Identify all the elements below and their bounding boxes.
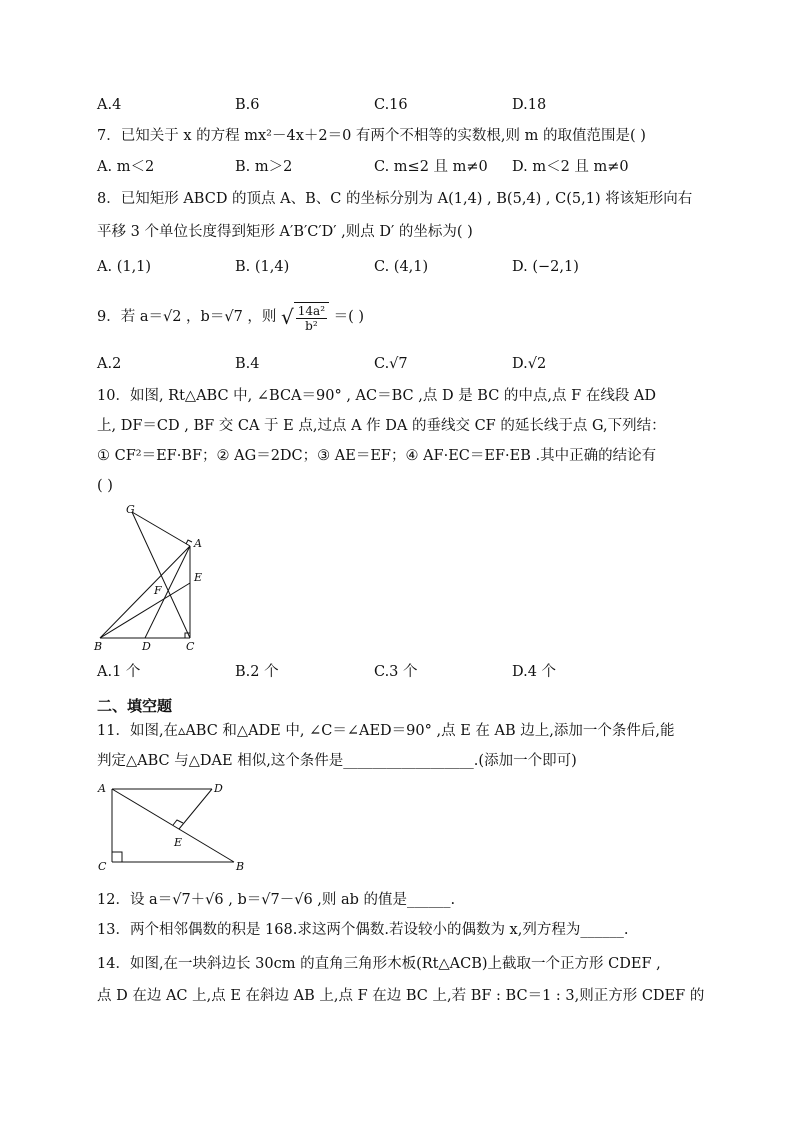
q9-radicand	[294, 302, 329, 333]
q9-fraction-denominator: b²	[305, 318, 318, 333]
q8-option-a: A. (1,1)	[97, 259, 152, 275]
q9-text	[97, 300, 364, 336]
q14-line-2: 点 D 在边 AC 上,点 E 在斜边 AB 上,点 F 在边 BC 上,若 BF : BC＝1 : 3,则正方形 CDEF 的	[97, 988, 705, 1004]
q10-options	[97, 662, 717, 684]
segment-de	[179, 789, 212, 829]
q6-option-d: D.18	[512, 97, 547, 113]
label-f: F	[154, 584, 162, 597]
q7-options	[97, 157, 717, 179]
q9-option-c: C.√7	[374, 356, 408, 372]
label-e: E	[174, 836, 183, 849]
q6-option-b: B.6	[235, 97, 260, 113]
label-b: B	[94, 640, 103, 652]
q8-option-b: B. (1,4)	[235, 259, 290, 275]
label-a: A	[194, 537, 202, 550]
q10-line-2: 上, DF＝CD , BF 交 CA 于 E 点,过点 A 作 DA 的垂线交 CF 的延长线于点 G,下列结：	[97, 418, 666, 434]
sqrt-symbol-icon: √	[281, 305, 294, 329]
q10-option-d: D.4 个	[512, 664, 557, 680]
label-a: A	[98, 782, 106, 795]
segment-ab	[112, 789, 234, 862]
q11-line-2: 判定△ABC 与△DAE 相似,这个条件是__________________.(添加一个即可)	[97, 753, 577, 769]
q6-options	[97, 95, 717, 117]
label-d: D	[142, 640, 151, 652]
right-angle-a	[186, 540, 192, 544]
q8-options	[97, 257, 717, 279]
q10-line-3: ① CF²＝EF·BF；② AG＝2DC；③ AE＝EF；④ AF·EC＝EF·EB .其中正确的结论有	[97, 448, 657, 464]
segment-be	[100, 583, 190, 638]
label-c: C	[98, 860, 107, 873]
q10-option-b: B.2 个	[235, 664, 279, 680]
q9-option-b: B.4	[235, 356, 260, 372]
q8-option-c: C. (4,1)	[374, 259, 429, 275]
q9-prefix: 9．若 a＝√2 ，b＝√7 ，则	[97, 309, 277, 325]
q9-options	[97, 354, 717, 376]
q9-option-d: D.√2	[512, 356, 547, 372]
q8-option-d: D. (−2,1)	[512, 259, 579, 275]
q9-fraction-numerator: 14a²	[297, 303, 326, 318]
q13-text: 13．两个相邻偶数的积是 168.求这两个偶数.若设较小的偶数为 x,列方程为______.	[97, 922, 629, 938]
label-c: C	[186, 640, 195, 652]
q7-option-d: D. m＜2 且 m≠0	[512, 159, 629, 175]
q7-option-c: C. m≤2 且 m≠0	[374, 159, 488, 175]
q6-option-a: A.4	[97, 97, 122, 113]
q10-option-a: A.1 个	[97, 664, 141, 680]
q8-line-2: 平移 3 个单位长度得到矩形 A′B′C′D′ ,则点 D′ 的坐标为( )	[97, 224, 473, 240]
q12-text: 12．设 a＝√7＋√6 , b＝√7－√6 ,则 ab 的值是______.	[97, 892, 456, 908]
section-title: 二、填空题	[97, 697, 173, 715]
q8-line-1: 8．已知矩形 ABCD 的顶点 A、B、C 的坐标分别为 A(1,4) , B(5,4) , C(5,1) 将该矩形向右	[97, 191, 693, 207]
q9-suffix: ＝( )	[333, 309, 365, 325]
label-e: E	[194, 571, 203, 584]
q10-geometry-figure	[90, 500, 210, 652]
q11-geometry-figure	[92, 780, 252, 874]
label-d: D	[214, 782, 223, 795]
q14-line-1: 14．如图,在一块斜边长 30cm 的直角三角形木板(Rt△ACB)上截取一个正方形 CDEF ,	[97, 956, 661, 972]
segment-gc	[132, 512, 190, 638]
q7-option-a: A. m＜2	[97, 159, 155, 175]
q9-option-a: A.2	[97, 356, 122, 372]
right-angle-c	[112, 852, 122, 862]
right-angle-e	[173, 820, 183, 825]
q11-line-1: 11．如图,在▵ABC 和△ADE 中, ∠C＝∠AED＝90° ,点 E 在 AB 边上,添加一个条件后,能	[97, 723, 675, 739]
segment-ba	[100, 546, 190, 638]
q6-option-c: C.16	[374, 97, 408, 113]
q7-text: 7．已知关于 x 的方程 mx²－4x＋2＝0 有两个不相等的实数根,则 m 的取值范围是( )	[97, 128, 646, 144]
q10-line-1: 10．如图, Rt△ABC 中, ∠BCA＝90° , AC＝BC ,点 D 是 BC 的中点,点 F 在线段 AD	[97, 388, 657, 404]
label-b: B	[236, 860, 245, 873]
q10-line-4: ( )	[97, 478, 113, 494]
segment-ga	[132, 512, 190, 546]
q7-option-b: B. m＞2	[235, 159, 293, 175]
label-g: G	[126, 503, 135, 516]
q10-option-c: C.3 个	[374, 664, 418, 680]
